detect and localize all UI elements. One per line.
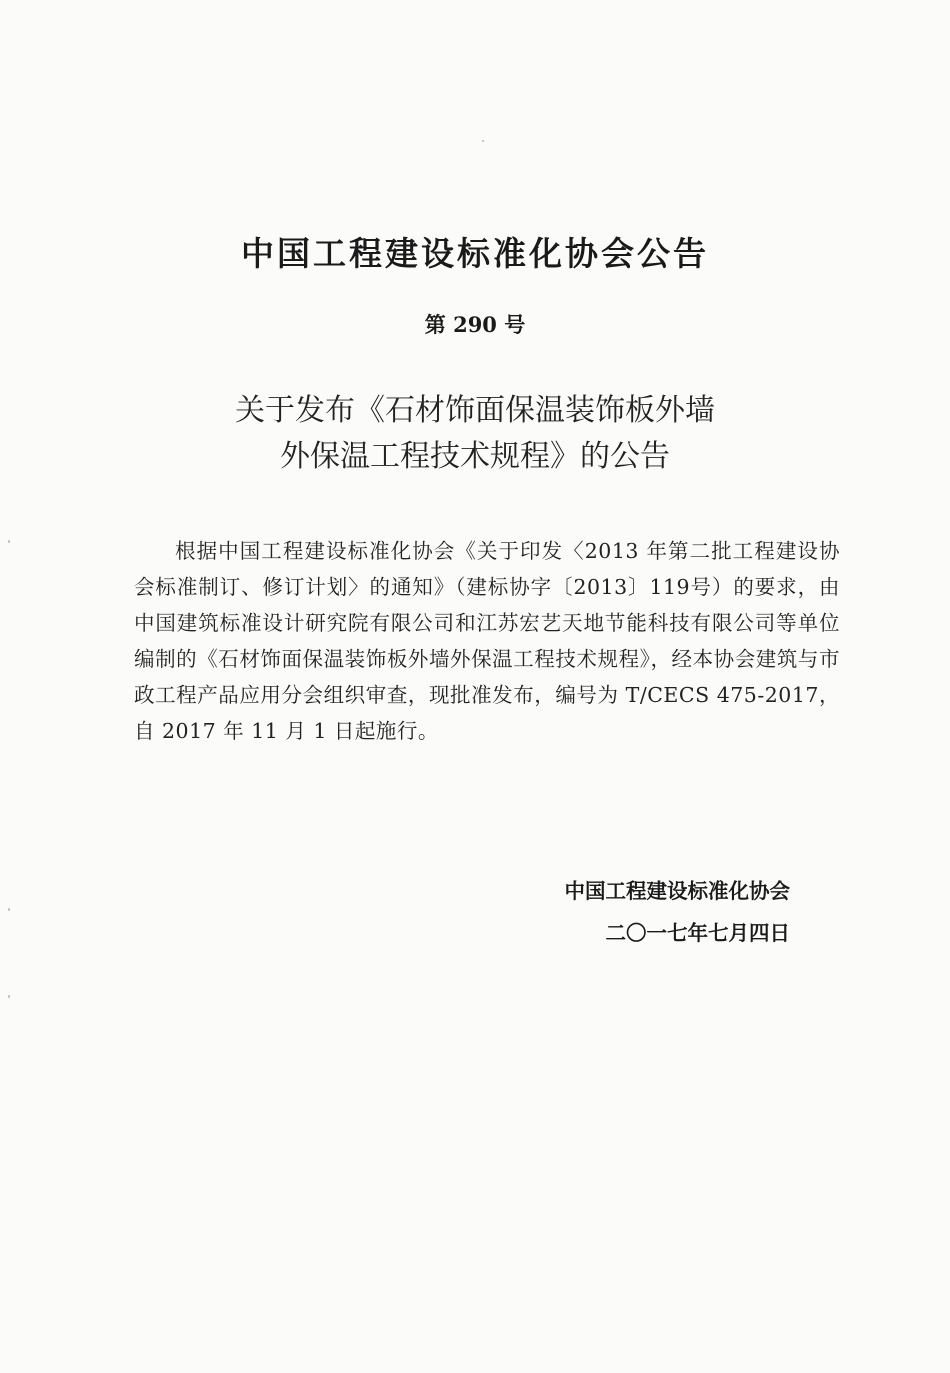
subject-line-2: 外保温工程技术规程》的公告: [280, 439, 670, 474]
page-title: 中国工程建设标准化协会公告: [241, 234, 709, 273]
scan-speck: [482, 140, 484, 142]
announcement-number: 第 290 号: [424, 312, 526, 337]
signature-organization: 中国工程建设标准化协会: [564, 879, 790, 903]
subject-line-1: 关于发布《石材饰面保温装饰板外墙: [235, 393, 715, 428]
announcement-subject: [0, 388, 950, 480]
signature-block: [565, 870, 791, 954]
scan-speck: [8, 995, 10, 998]
scan-speck: [8, 908, 10, 911]
announcement-body: 根据中国工程建设标准化协会《关于印发〈2013 年第二批工程建设协会标准制订、修订计划〉的通知》（建标协字〔2013〕119号）的要求，由中国建筑标准设计研究院有限公司和江苏宏艺天地节能科技有限公司等单位编制的《石材饰面保温装饰板外墙外保温工程技术规程》，经本协会建筑与市政工程产品应用分会组织审查，现批准发布，编号为 T/CECS 475-2017，自 2017 年 11 月 1 日起施行。: [134, 539, 840, 743]
scan-speck: [8, 540, 10, 543]
signature-date: 二〇一七年七月四日: [605, 921, 790, 945]
